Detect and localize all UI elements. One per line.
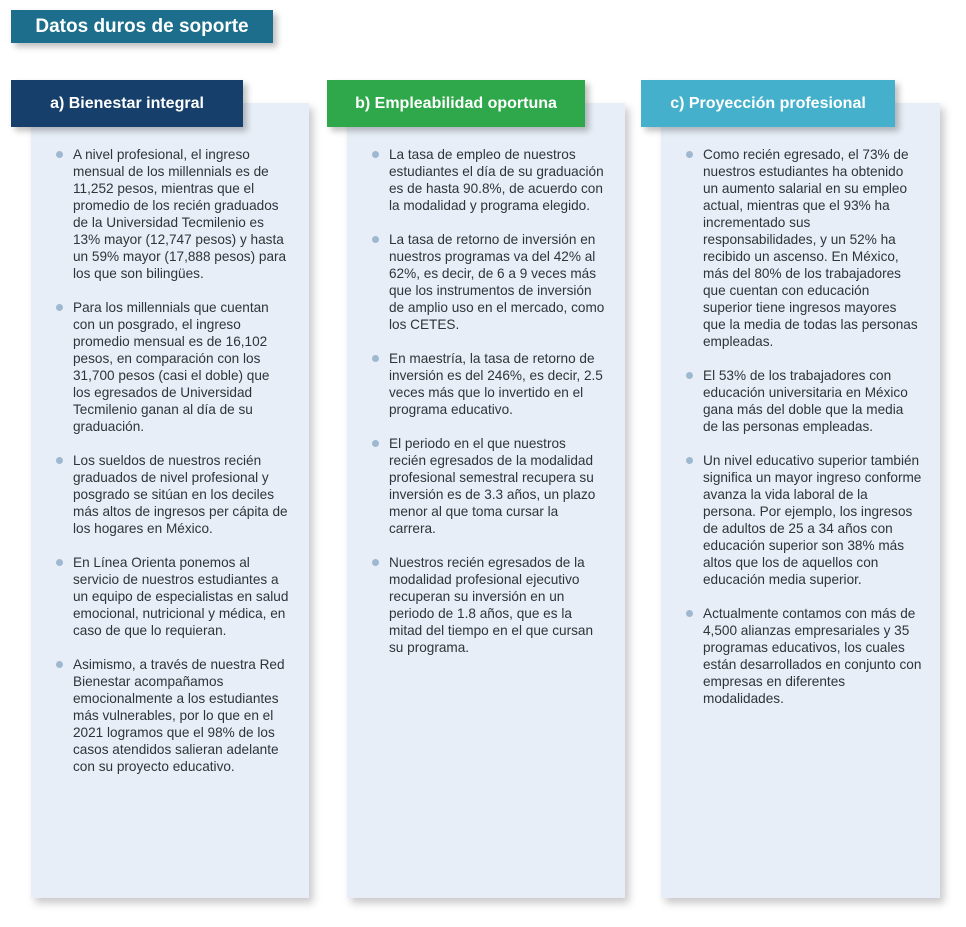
list-item: Los sueldos de nuestros recién graduados de nivel profesional y posgrado se sitúan en los deciles más altos de ingresos per cápita de los hogares en México. <box>56 452 290 537</box>
header-bienestar-integral: a) Bienestar integral <box>11 80 243 127</box>
header-empleabilidad-oportuna: b) Empleabilidad oportuna <box>327 80 585 127</box>
list-item: El 53% de los trabajadores con educación universitaria en México gana más del doble que la media de las personas empleadas. <box>686 367 922 435</box>
list-item: Para los millennials que cuentan con un posgrado, el ingreso promedio mensual es de 16,102 pesos, en comparación con los 31,700 pesos (casi el doble) que los egresados de Universidad Tecmilenio ganan al día de su graduación. <box>56 299 290 435</box>
list-item: El periodo en el que nuestros recién egresados de la modalidad profesional semestral recupera su inversión es de 3.3 años, un plazo menor al que toma cursar la carrera. <box>372 435 606 537</box>
list-item: En maestría, la tasa de retorno de inversión es del 246%, es decir, 2.5 veces más que lo invertido en el programa educativo. <box>372 350 606 418</box>
list-proyeccion-profesional <box>686 146 922 724</box>
header-proyeccion-profesional: c) Proyección profesional <box>641 80 895 127</box>
list-item: En Línea Orienta ponemos al servicio de nuestros estudiantes a un equipo de especialistas en salud emocional, nutricional y médica, en caso de que lo requieran. <box>56 554 290 639</box>
list-item: La tasa de retorno de inversión en nuestros programas va del 42% al 62%, es decir, de 6 a 9 veces más que los instrumentos de inversión de amplio uso en el mercado, como los CETES. <box>372 231 606 333</box>
list-item: Un nivel educativo superior también significa un mayor ingreso conforme avanza la vida laboral de la persona. Por ejemplo, los ingresos de adultos de 25 a 34 años con educación superior son 38% más altos que los de aquellos con educación media superior. <box>686 452 922 588</box>
page-title: Datos duros de soporte <box>11 10 273 43</box>
list-item: Como recién egresado, el 73% de nuestros estudiantes ha obtenido un aumento salarial en su empleo actual, mientras que el 93% ha incrementado sus responsabilidades, y un 52% ha recibido un ascenso. En México, más del 80% de los trabajadores que cuentan con educación superior tiene ingresos mayores que la media de todas las personas empleadas. <box>686 146 922 350</box>
list-item: Nuestros recién egresados de la modalidad profesional ejecutivo recuperan su inversión en un periodo de 1.8 años, que es la mitad del tiempo en el que cursan su programa. <box>372 554 606 656</box>
list-empleabilidad-oportuna <box>372 146 606 673</box>
list-item: A nivel profesional, el ingreso mensual de los millennials es de 11,252 pesos, mientras que el promedio de los recién graduados de la Universidad Tecmilenio es 13% mayor (12,747 pesos) y hasta un 59% mayor (17,888 pesos) para los que son bilingües. <box>56 146 290 282</box>
list-item: Actualmente contamos con más de 4,500 alianzas empresariales y 35 programas educativos, los cuales están desarrollados en conjunto con empresas en diferentes modalidades. <box>686 605 922 707</box>
list-bienestar-integral <box>56 146 290 792</box>
list-item: Asimismo, a través de nuestra Red Bienestar acompañamos emocionalmente a los estudiantes más vulnerables, por lo que en el 2021 logramos que el 98% de los casos atendidos salieran adelante con su proyecto educativo. <box>56 656 290 775</box>
list-item: La tasa de empleo de nuestros estudiantes el día de su graduación es de hasta 90.8%, de acuerdo con la modalidad y programa elegido. <box>372 146 606 214</box>
